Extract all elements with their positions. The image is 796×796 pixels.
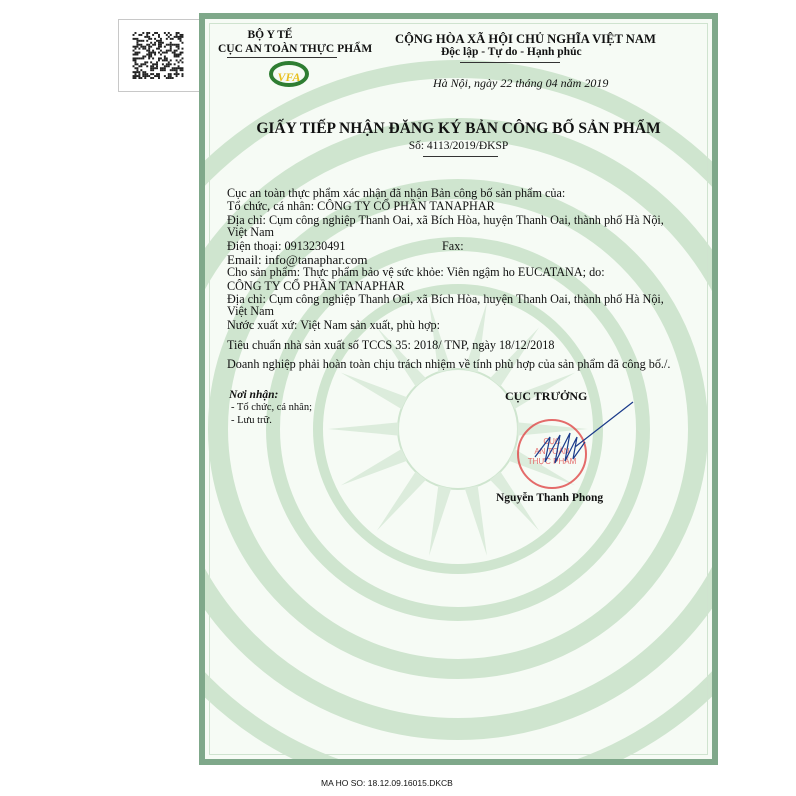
body-line: Việt Nam	[227, 224, 274, 239]
body-line: Địa chỉ: Cụm công nghiệp Thanh Oai, xã Bích Hòa, huyện Thanh Oai, thành phố Hà Nội,	[227, 212, 664, 227]
stamp-text: AN TOÀN	[534, 447, 570, 456]
ministry-name: BỘ Y TẾ	[247, 29, 293, 41]
recipient-item: - Lưu trữ.	[231, 415, 272, 426]
dossier-code: MA HO SO: 18.12.09.16015.DKCB	[321, 778, 453, 788]
email: Email: info@tanaphar.com	[227, 252, 368, 268]
document-body	[227, 187, 697, 371]
stamp-text: THỰC PHẨM	[527, 457, 577, 466]
body-line: Tiêu chuẩn nhà sản xuất số TCCS 35: 2018/ TNP, ngày 18/12/2018	[227, 337, 555, 352]
document-number: Số: 4113/2019/ĐKSP	[408, 140, 509, 152]
certificate-document	[199, 13, 718, 765]
issue-date: Hà Nội, ngày 22 tháng 04 năm 2019	[433, 76, 609, 90]
body-line: Tổ chức, cá nhân: CÔNG TY CỔ PHẦN TANAPHAR	[227, 199, 495, 214]
motto: Độc lập - Tự do - Hạnh phúc	[441, 46, 582, 58]
qr-code-box	[118, 19, 200, 92]
phone: Điện thoại: 0913230491	[227, 238, 346, 253]
body-line: Cho sản phẩm: Thực phẩm bảo vệ sức khỏe: Viên ngậm ho EUCATANA; do:	[227, 265, 605, 280]
document-title: GIẤY TIẾP NHẬN ĐĂNG KÝ BẢN CÔNG BỐ SẢN PHẨM	[256, 120, 661, 137]
divider	[460, 62, 560, 63]
body-line: CÔNG TY CỔ PHẦN TANAPHAR	[227, 278, 405, 293]
body-line: Doanh nghiệp phải hoàn toàn chịu trách nhiệm về tính phù hợp của sản phẩm đã công bố./.	[227, 356, 671, 371]
recipient-item: - Tổ chức, cá nhân;	[231, 402, 313, 413]
signer-title: CỤC TRƯỞNG	[505, 389, 588, 403]
divider	[423, 156, 498, 157]
signature	[515, 397, 635, 487]
divider	[227, 57, 337, 58]
stamp-text: CỤC	[543, 437, 561, 446]
qr-code	[132, 32, 184, 79]
body-line: Địa chỉ: Cụm công nghiệp Thanh Oai, xã Bích Hòa, huyện Thanh Oai, thành phố Hà Nội,	[227, 292, 664, 307]
body-line: Cục an toàn thực phẩm xác nhận đã nhận Bản công bố sản phẩm của:	[227, 186, 566, 200]
vfa-logo: VFA	[269, 61, 309, 87]
fax: Fax:	[442, 238, 464, 253]
recipients-heading: Nơi nhận:	[229, 389, 279, 401]
country-name: CỘNG HÒA XÃ HỘI CHỦ NGHĨA VIỆT NAM	[395, 32, 656, 46]
signer-name: Nguyễn Thanh Phong	[496, 492, 604, 504]
body-line: Việt Nam	[227, 304, 274, 319]
phone-row	[227, 240, 697, 253]
agency-name: CỤC AN TOÀN THỰC PHẨM	[218, 43, 373, 55]
body-line: Nước xuất xứ: Việt Nam sản xuất, phù hợp:	[227, 318, 441, 333]
